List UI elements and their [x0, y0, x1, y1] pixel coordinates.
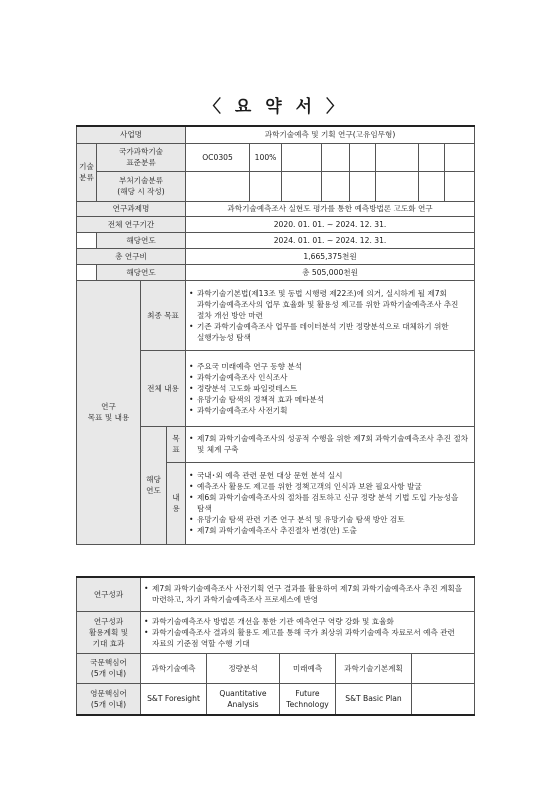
- year-content-item: • 유망기술 탐색 관련 기존 연구 분석 및 유망기술 탐색 방안 검토: [188, 514, 472, 525]
- total-content-item: • 유망기술 탐색의 정책적 효과 메타분석: [188, 394, 472, 405]
- kr-keyword: 과학기술기본계획: [336, 653, 412, 683]
- empty-cell: [282, 143, 322, 171]
- plan-content: [141, 611, 475, 653]
- total-content-label: 전체 내용: [141, 350, 186, 426]
- year-content-item: • 제6회 과학기술예측조사의 절차를 검토하고 신규 정량 분석 기법 도입 가능성을 탐색: [188, 492, 472, 514]
- empty-cell: [186, 171, 250, 201]
- goals-label: 연구 목표 및 내용: [77, 280, 141, 544]
- empty-cell: [419, 143, 445, 171]
- empty-cell: [250, 171, 282, 201]
- en-keyword: Quantitative Analysis: [207, 683, 280, 715]
- total-content-item: • 정량분석 고도화 파일럿테스트: [188, 383, 472, 394]
- final-goal-item: • 과학기술기본법(제13조 및 동법 시행령 제22조)에 의거, 실시하게 될 제7회 과학기술예측조사의 업무 효율화 및 활용성 제고를 위한 과학기술예측조사 추진 절차 개선 방안 마련: [188, 288, 472, 321]
- project-name-label: 사업명: [77, 126, 186, 143]
- kr-keyword: [412, 653, 475, 683]
- year-content-item: • 국내･외 예측 관련 문헌 대상 문헌 분석 실시: [188, 470, 472, 481]
- project-name-value: 과학기술예측 및 기획 연구(고유임무형): [186, 126, 475, 143]
- year-goal-content: [186, 426, 475, 462]
- en-keywords-label: 영문핵심어 (5개 이내): [77, 683, 141, 715]
- kr-keyword: 정량분석: [207, 653, 280, 683]
- task-name-label: 연구과제명: [77, 201, 186, 216]
- outcomes-table: [76, 576, 475, 716]
- empty-cell: [322, 143, 350, 171]
- empty-cell: [350, 143, 376, 171]
- current-year-label: 해당연도: [97, 232, 186, 248]
- year-goal-label: 목 표: [167, 426, 186, 462]
- en-keyword: S&T Basic Plan: [336, 683, 412, 715]
- task-name-value: 과학기술예측조사 실현도 평가를 통한 예측방법론 고도화 연구: [186, 201, 475, 216]
- plan-item: • 과학기술예측조사 결과의 활용도 제고를 통해 국가 최상위 과학기술예측 자료로서 예측 관련 자료의 기준점 역할 수행 기대: [143, 627, 472, 649]
- total-period-label: 전체 연구기간: [77, 216, 186, 232]
- ministry-class-label: 부처기술분류 (해당 시 작성): [97, 171, 186, 201]
- total-content: [186, 350, 475, 426]
- current-year-value: 2024. 01. 01. ~ 2024. 12. 31.: [186, 232, 475, 248]
- empty-cell: [376, 143, 419, 171]
- national-class-label: 국가과학기술 표준분류: [97, 143, 186, 171]
- total-period-value: 2020. 01. 01. ~ 2024. 12. 31.: [186, 216, 475, 232]
- empty-cell: [77, 264, 97, 280]
- national-class-pct: 100%: [250, 143, 282, 171]
- empty-cell: [77, 232, 97, 248]
- summary-table: [76, 125, 475, 545]
- tech-class-label: 기술 분류: [77, 143, 97, 201]
- year-content-label: 내 용: [167, 462, 186, 544]
- empty-cell: [282, 171, 322, 201]
- results-content: [141, 577, 475, 611]
- page-title: 〈 요 약 서 〉: [204, 97, 347, 117]
- year-content-item: • 제7회 과학기술예측조사 추진절차 변경(안) 도출: [188, 525, 472, 536]
- year-budget-label: 해당연도: [97, 264, 186, 280]
- total-content-item: • 과학기술예측조사 인식조사: [188, 372, 472, 383]
- year-content: [186, 462, 475, 544]
- plan-label: 연구성과 활용계획 및 기대 효과: [77, 611, 141, 653]
- final-goal-item: • 기존 과학기술예측조사 업무를 데이터분석 기반 정량분석으로 대체하기 위한 실행가능성 탐색: [188, 321, 472, 343]
- kr-keyword: 과학기술예측: [141, 653, 207, 683]
- empty-cell: [445, 171, 475, 201]
- empty-cell: [376, 171, 419, 201]
- empty-cell: [419, 171, 445, 201]
- results-item: • 제7회 과학기술예측조사 사전기획 연구 결과를 활용하여 제7회 과학기술예측조사 추진 계획을 마련하고, 차기 과학기술예측조사 프로세스에 반영: [143, 583, 472, 605]
- final-goal-label: 최종 목표: [141, 280, 186, 350]
- kr-keyword: 미래예측: [280, 653, 336, 683]
- year-content-item: • 예측조사 활용도 제고를 위한 정책고객의 인식과 보완 필요사항 발굴: [188, 481, 472, 492]
- total-budget-label: 총 연구비: [77, 248, 186, 264]
- empty-cell: [350, 171, 376, 201]
- final-goal-content: [186, 280, 475, 350]
- year-budget-value: 총 505,000천원: [186, 264, 475, 280]
- total-content-item: • 주요국 미래예측 연구 동향 분석: [188, 361, 472, 372]
- en-keyword: Future Technology: [280, 683, 336, 715]
- year-goal-item: • 제7회 과학기술예측조사의 성공적 수행을 위한 제7회 과학기술예측조사 추진 절차 및 체계 구축: [188, 433, 472, 455]
- empty-cell: [445, 143, 475, 171]
- empty-cell: [322, 171, 350, 201]
- year-label: 해당 연도: [141, 426, 167, 544]
- plan-item: • 과학기술예측조사 방법론 개선을 통한 기관 예측연구 역량 강화 및 효율화: [143, 616, 472, 627]
- total-budget-value: 1,665,375천원: [186, 248, 475, 264]
- en-keyword: S&T Foresight: [141, 683, 207, 715]
- kr-keywords-label: 국문핵심어 (5개 이내): [77, 653, 141, 683]
- results-label: 연구성과: [77, 577, 141, 611]
- en-keyword: [412, 683, 475, 715]
- total-content-item: • 과학기술예측조사 사전기획: [188, 405, 472, 416]
- national-class-code: OC0305: [186, 143, 250, 171]
